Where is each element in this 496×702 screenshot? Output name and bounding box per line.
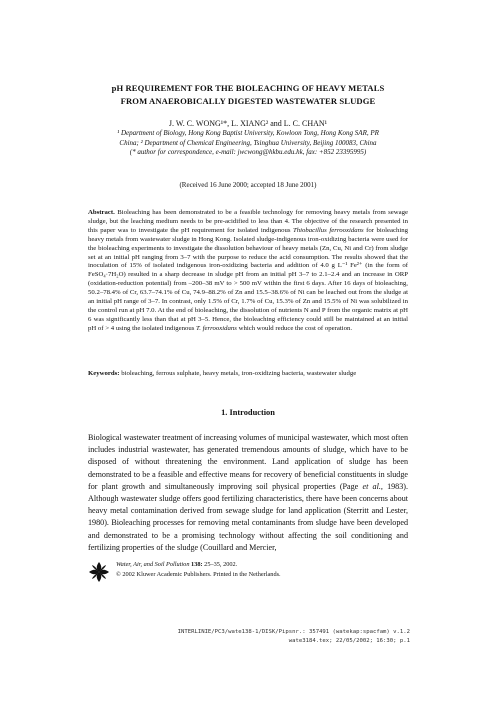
abstract <box>88 209 408 334</box>
keywords-text: bioleaching, ferrous sulphate, heavy metals, iron-oxidizing bacteria, wastewater sludge <box>119 370 357 377</box>
journal-volume: 138: <box>189 561 203 568</box>
abstract-text-3: which would reduce the cost of operation. <box>236 324 353 332</box>
keywords-label: Keywords: <box>88 370 120 377</box>
correspondence-line: (* author for correspondence, e-mail: jwcwong@hkbu.edu.hk, fax: +852 23395995) <box>129 148 367 157</box>
affiliation-line-1: ¹ Department of Biology, Hong Kong Baptist University, Kowloon Tong, Hong Kong SAR, PR <box>117 129 379 137</box>
journal-citation <box>116 560 406 579</box>
section-heading-introduction: 1. Introduction <box>221 408 275 417</box>
affiliations <box>90 129 406 158</box>
received-dates: (Received 16 June 2000; accepted 18 June 2001) <box>179 181 317 189</box>
title-line-2: FROM ANAEROBICALLY DIGESTED WASTEWATER SLUDGE <box>120 96 376 106</box>
article-title <box>60 82 436 108</box>
copyright-line: © 2002 Kluwer Academic Publishers. Printed in the Netherlands. <box>116 570 281 578</box>
journal-pages: 25–35, 2002. <box>202 561 238 568</box>
slug-line-2: wate3184.tex; 22/05/2002; 16:30; p.1 <box>288 638 410 644</box>
journal-footer <box>88 560 408 588</box>
intro-etal: et al. <box>362 481 381 491</box>
publisher-logo-icon <box>88 561 110 583</box>
typesetting-slug <box>120 628 410 646</box>
author-list: J. W. C. WONG¹*, L. XIANG² and L. C. CHAN¹ <box>168 119 328 128</box>
abstract-label: Abstract. <box>88 209 115 216</box>
abstract-species-1: Thiobacillus ferrooxidans <box>293 226 364 234</box>
slug-line-1: INTERLINIE/PC3/wate138-1/DISK/Pipsnr.: 357491 (watekap:spacfam) v.1.2 <box>177 629 410 635</box>
intro-text-2: , 1983). Although wastewater sludge offers good fertilizing characteristics, there have been concerns about heavy metal contamination derived from sewage sludge for land application (Sterritt and Lester, 1980). Bioleaching processes for removing metal contaminants from sludge have been developed and demonstrated to be a promising technology without affecting the soil conditioning and fertilizing properties of the sludge (Couillard and Mercier, <box>88 481 408 552</box>
introduction-body <box>88 432 408 554</box>
abstract-text-1: Bioleaching has been demonstrated to be a feasible technology for removing heavy metals from sewage sludge, but the leaching medium needs to be pre-acidified to less than 4. The objective of the research presented in this paper was to investigate the pH requirement for isolated indigenous <box>88 209 408 234</box>
intro-text-1: Biological wastewater treatment of increasing volumes of municipal wastewater, which most often includes industrial wastewater, has generated tremendous amounts of sludge, which have to be disposed of without threatening the environment. Land application of sludge has been demonstrated to be a feasible and effective means for recovery of beneficial constituents in sludge for plant growth and simultaneously improving soil physical properties (Page <box>88 433 408 491</box>
abstract-species-2: T. ferrooxidans <box>196 324 237 332</box>
keywords <box>88 369 408 378</box>
affiliation-line-2: China; ² Department of Chemical Engineering, Tsinghua University, Beijing 100083, China <box>119 138 377 147</box>
title-line-1: pH REQUIREMENT FOR THE BIOLEACHING OF HEAVY METALS <box>111 83 385 93</box>
journal-reference <box>116 560 406 570</box>
abstract-text-2: for bioleaching heavy metals from wastewater sludge in Hong Kong. Isolated sludge-indigenous iron-oxidizing bacteria were used for the bioleaching experiments to investigate the dissolution behaviour of heavy metals (Zn, Cu, Ni and Cr) from sludge set at an initial pH ranging from 3–7 with the purpose to reduce the acid consumption. The results showed that the inoculation of 15% of isolated indigenous iron-oxidizing bacteria and addition of 4.0 g L⁻¹ Fe²⁺ (in the form of FeSO₄·7H₂O) resulted in a sharp decrease in sludge pH from an initial pH 3–7 to 2.1–2.4 and an increase in ORP (oxidation-reduction potential) from –200–38 mV to > 500 mV within the first 6 days. After 16 days of bioleaching, 50.2–78.4% of Cr, 63.7–74.1% of Cu, 74.9–88.2% of Zn and 15.5–38.6% of Ni can be leached out from the sludge at an initial pH range of 3–7. In contrast, only 1.5% of Cr, 1.7% of Cu, 15.3% of Zn and 15.5% of Ni was solubilized in the control run at pH 7.0. At the end of bioleaching, the dissolution of nutrients N and P from the organic matrix at pH 6 was significantly less than that at pH 3–5. Hence, the bioleaching efficiency could still be maintained at an initial pH of > 4 using the isolated indigenous <box>88 226 408 332</box>
journal-name: Water, Air, and Soil Pollution <box>116 561 190 568</box>
